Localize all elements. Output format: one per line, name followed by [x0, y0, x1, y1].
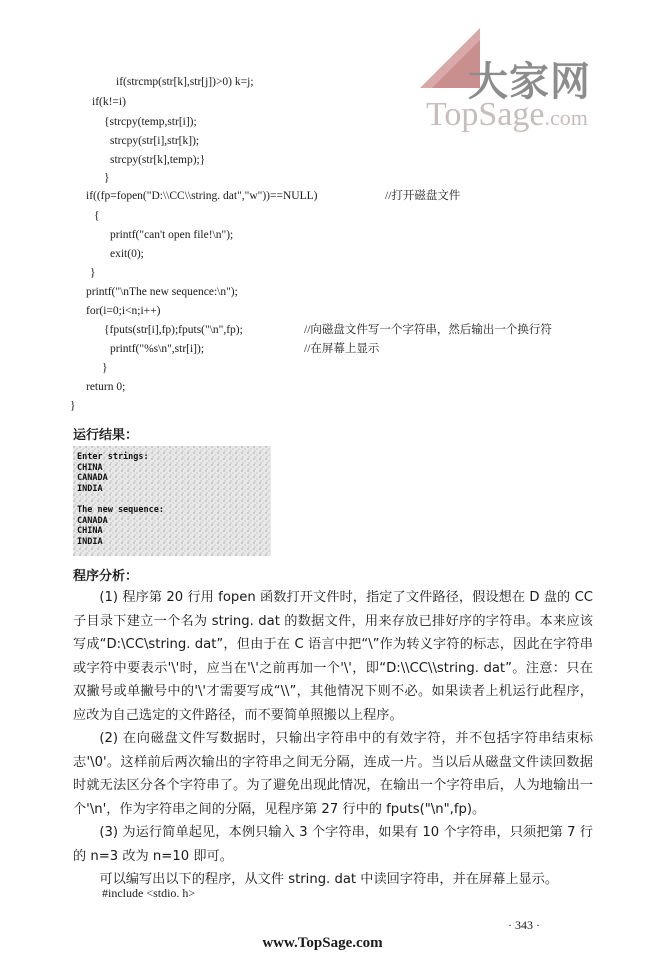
code-line: {	[94, 210, 100, 222]
code-line: }	[104, 172, 110, 184]
code-line: if(strcmp(str[k],str[j])>0) k=j;	[116, 76, 254, 88]
console-line: CHINA	[77, 526, 103, 537]
code-line: if(k!=i)	[92, 96, 126, 108]
console-line: Enter strings:	[77, 452, 149, 462]
code-line: {fputs(str[i],fp);fputs("\n",fp);	[104, 324, 243, 336]
paragraph: 可以编写出以下的程序，从文件 string. dat 中读回字符串，并在屏幕上显示。	[99, 872, 559, 887]
code-line: for(i=0;i<n;i++)	[86, 305, 161, 317]
analysis-text	[73, 586, 593, 892]
code-comment: //在屏幕上显示	[304, 343, 380, 355]
code-line: printf("\nThe new sequence:\n");	[86, 286, 238, 298]
analysis-heading: 程序分析：	[73, 569, 139, 584]
console-line: CHINA	[77, 462, 103, 473]
code-line: }	[102, 362, 108, 374]
code-comment: //打开磁盘文件	[385, 190, 461, 202]
console-screenshot	[73, 446, 271, 556]
code-line: }	[90, 267, 96, 279]
code-line: printf("can't open file!\n");	[110, 229, 234, 241]
console-line	[77, 494, 164, 505]
page-number: · 343 ·	[508, 918, 540, 932]
watermark-chinese-text: 大家网	[468, 59, 591, 105]
paragraph: (3) 为运行简单起见，本例只输入 3 个字符串，如果有 10 个字符串，只须把第 7 行的 n=3 改为 n=10 即可。	[73, 825, 593, 864]
console-output	[77, 452, 164, 547]
console-line: CANADA	[77, 473, 108, 484]
paragraph: (1) 程序第 20 行用 fopen 函数打开文件时，指定了文件路径，假设想在 D 盘的 CC 子目录下建立一个名为 string. dat 的数据文件，用来存放已排好序的字符串。本来应该写成“D:\CC\string. dat”，但由于在 C 语言中把“\”作为转义字符的标志，因此在字符串或字符中要表示'\'时，应当在'\'之前再加一个'\'，即“D:\\CC\\string. dat”。注意：只在双撇号或单撇号中的'\'才需要写成“\\”，其他情况下则不必。如果读者上机运行此程序，应改为自己选定的文件路径，而不要简单照搬以上程序。	[73, 590, 593, 723]
run-result-heading: 运行结果：	[73, 428, 139, 443]
code-line: printf("%s\n",str[i]);	[110, 343, 205, 355]
footer-url: www.TopSage.com	[262, 935, 383, 951]
console-line: INDIA	[77, 483, 103, 494]
console-line: CANADA	[77, 515, 108, 526]
code-line: return 0;	[86, 381, 126, 393]
watermark-logo	[418, 24, 608, 134]
code-line: strcpy(str[i],str[k]);	[110, 135, 200, 147]
console-line: INDIA	[77, 536, 103, 547]
code-line: }	[70, 400, 76, 412]
code-line: if((fp=fopen("D:\\CC\\string. dat","w"))==NULL)	[86, 190, 318, 202]
include-line: #include <stdio. h>	[102, 886, 196, 900]
code-line: {strcpy(temp,str[i]);	[104, 116, 197, 128]
watermark-english-text: TopSage.com	[426, 96, 588, 133]
console-line: The new sequence:	[77, 504, 164, 515]
code-comment: //向磁盘文件写一个字符串，然后输出一个换行符	[304, 324, 552, 336]
code-line: strcpy(str[k],temp);}	[110, 154, 206, 166]
paragraph: (2) 在向磁盘文件写数据时，只输出字符串中的有效字符，并不包括字符串结束标志'\0'。这样前后两次输出的字符串之间无分隔，连成一片。当以后从磁盘文件读回数据时就无法区分各个字符串了。为了避免出现此情况，在输出一个字符串后，人为地输出一个'\n'，作为字符串之间的分隔，见程序第 27 行中的 fputs("\n",fp)。	[73, 731, 593, 817]
code-line: exit(0);	[110, 248, 144, 260]
